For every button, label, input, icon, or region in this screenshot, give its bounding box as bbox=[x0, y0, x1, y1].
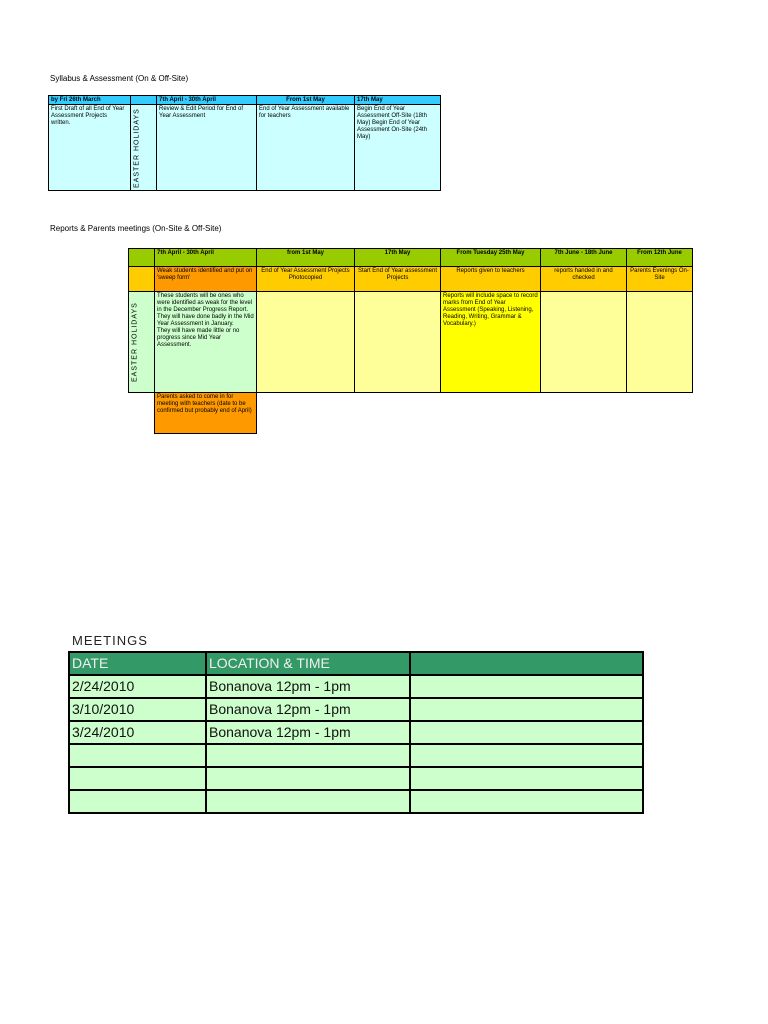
syllabus-heading: Syllabus & Assessment (On & Off-Site) bbox=[50, 74, 189, 83]
reports-marks-note: Reports will include space to record marks from End of Year Assessment (Speaking, Listening, Reading, Writing, Grammar & Vocabulary.) bbox=[441, 292, 541, 393]
reports-header-cell: From 12th June bbox=[627, 249, 693, 267]
meeting-date-cell: 3/24/2010 bbox=[69, 721, 206, 744]
weak-students-note: These students will be ones who were identified as weak for the level in the December Progress Report. They will have done badly in the Mid Year Assessment in January. They will have made little or no progress since Mid Year Assessment. bbox=[155, 292, 257, 393]
meeting-date-cell bbox=[69, 790, 206, 813]
reports-detail-row bbox=[129, 292, 693, 393]
easter-holidays-label: EASTER HOLIDAYS bbox=[131, 105, 157, 191]
reports-cell: Parents Evenings On-Site bbox=[627, 267, 693, 292]
reports-blank-cell bbox=[129, 393, 155, 434]
syllabus-content-row bbox=[49, 105, 441, 191]
meeting-extra-cell bbox=[410, 790, 643, 813]
syllabus-header-cell: by Fri 26th March bbox=[49, 96, 131, 105]
syllabus-header-cell: From 1st May bbox=[257, 96, 355, 105]
meetings-header-row bbox=[69, 652, 643, 675]
reports-table bbox=[128, 248, 693, 434]
meetings-header-cell: LOCATION & TIME bbox=[206, 652, 410, 675]
reports-cell: reports handed in and checked bbox=[541, 267, 627, 292]
reports-blank-cell bbox=[541, 393, 627, 434]
meeting-location-cell: Bonanova 12pm - 1pm bbox=[206, 675, 410, 698]
reports-cell: End of Year Assessment Projects Photocopied bbox=[257, 267, 355, 292]
syllabus-header-cell bbox=[131, 96, 157, 105]
parents-meeting-note: Parents asked to come in for meeting with teachers (date to be confirmed but probably end of April) bbox=[155, 393, 257, 434]
syllabus-header-cell: 7th April - 30th April bbox=[157, 96, 257, 105]
meeting-date-cell bbox=[69, 744, 206, 767]
meeting-date-cell bbox=[69, 767, 206, 790]
reports-cell bbox=[355, 292, 441, 393]
reports-cell bbox=[129, 267, 155, 292]
meetings-header-cell bbox=[410, 652, 643, 675]
meetings-table bbox=[68, 651, 644, 814]
syllabus-cell: Begin End of Year Assessment Off-Site (18th May) Begin End of Year Assessment On-Site (24th May) bbox=[355, 105, 441, 191]
meeting-row bbox=[69, 698, 643, 721]
reports-header-cell: From Tuesday 25th May bbox=[441, 249, 541, 267]
meetings-title: MEETINGS bbox=[72, 633, 148, 648]
meeting-row bbox=[69, 767, 643, 790]
meeting-extra-cell bbox=[410, 698, 643, 721]
reports-header-cell: 7th April - 30th April bbox=[155, 249, 257, 267]
syllabus-header-cell: 17th May bbox=[355, 96, 441, 105]
reports-header-row bbox=[129, 249, 693, 267]
reports-blank-cell bbox=[355, 393, 441, 434]
reports-cell: Weak students identified and put on 'sweep form' bbox=[155, 267, 257, 292]
meeting-location-cell bbox=[206, 767, 410, 790]
reports-cell: Reports given to teachers bbox=[441, 267, 541, 292]
meeting-location-cell: Bonanova 12pm - 1pm bbox=[206, 698, 410, 721]
meeting-extra-cell bbox=[410, 744, 643, 767]
reports-cell bbox=[257, 292, 355, 393]
syllabus-cell: First Draft of all End of Year Assessment Projects written. bbox=[49, 105, 131, 191]
meeting-date-cell: 2/24/2010 bbox=[69, 675, 206, 698]
easter-holidays-label: EASTER HOLIDAYS bbox=[129, 292, 155, 393]
reports-header-cell bbox=[129, 249, 155, 267]
syllabus-cell: End of Year Assessment available for teachers bbox=[257, 105, 355, 191]
reports-header-cell: 17th May bbox=[355, 249, 441, 267]
reports-blank-cell bbox=[257, 393, 355, 434]
reports-cell bbox=[627, 292, 693, 393]
meeting-row bbox=[69, 744, 643, 767]
meeting-date-cell: 3/10/2010 bbox=[69, 698, 206, 721]
reports-parents-row bbox=[129, 393, 693, 434]
meeting-extra-cell bbox=[410, 767, 643, 790]
meeting-row bbox=[69, 675, 643, 698]
reports-blank-cell bbox=[627, 393, 693, 434]
reports-header-cell: from 1st May bbox=[257, 249, 355, 267]
syllabus-cell: Review & Edit Period for End of Year Assessment bbox=[157, 105, 257, 191]
meetings-header-cell: DATE bbox=[69, 652, 206, 675]
meeting-extra-cell bbox=[410, 675, 643, 698]
meeting-location-cell bbox=[206, 790, 410, 813]
reports-heading: Reports & Parents meetings (On-Site & Off-Site) bbox=[50, 224, 222, 233]
meeting-location-cell: Bonanova 12pm - 1pm bbox=[206, 721, 410, 744]
syllabus-header-row bbox=[49, 96, 441, 105]
meeting-row bbox=[69, 790, 643, 813]
reports-cell: Start End of Year assessment Projects bbox=[355, 267, 441, 292]
reports-cell bbox=[541, 292, 627, 393]
meeting-extra-cell bbox=[410, 721, 643, 744]
meeting-row bbox=[69, 721, 643, 744]
reports-task-row bbox=[129, 267, 693, 292]
reports-header-cell: 7th June - 18th June bbox=[541, 249, 627, 267]
meeting-location-cell bbox=[206, 744, 410, 767]
reports-blank-cell bbox=[441, 393, 541, 434]
syllabus-table bbox=[48, 95, 441, 191]
